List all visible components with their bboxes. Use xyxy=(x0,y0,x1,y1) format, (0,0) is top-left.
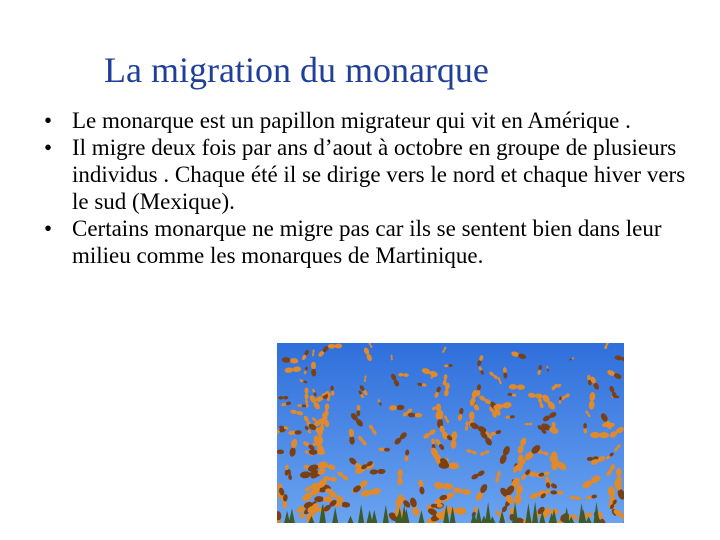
bullet-item xyxy=(44,107,694,134)
bullet-list xyxy=(44,107,694,269)
monarch-swarm-photo xyxy=(277,343,624,523)
bullet-text: Le monarque est un papillon migrateur qui vit en Amérique . xyxy=(72,108,631,133)
slide-title: La migration du monarque xyxy=(104,50,489,90)
bullet-icon: • xyxy=(44,216,53,241)
bullet-item xyxy=(44,215,694,269)
butterfly-swarm-image xyxy=(277,343,624,523)
bullet-item xyxy=(44,134,694,215)
bullet-text: Certains monarque ne migre pas car ils se sentent bien dans leur milieu comme les monarques de Martinique. xyxy=(72,216,662,268)
bullet-text: Il migre deux fois par ans d’aout à octobre en groupe de plusieurs individus . Chaque été il se dirige vers le nord et chaque hiver vers le sud (Mexique). xyxy=(72,135,686,214)
bullet-icon: • xyxy=(44,135,53,160)
bullet-icon: • xyxy=(44,108,53,133)
